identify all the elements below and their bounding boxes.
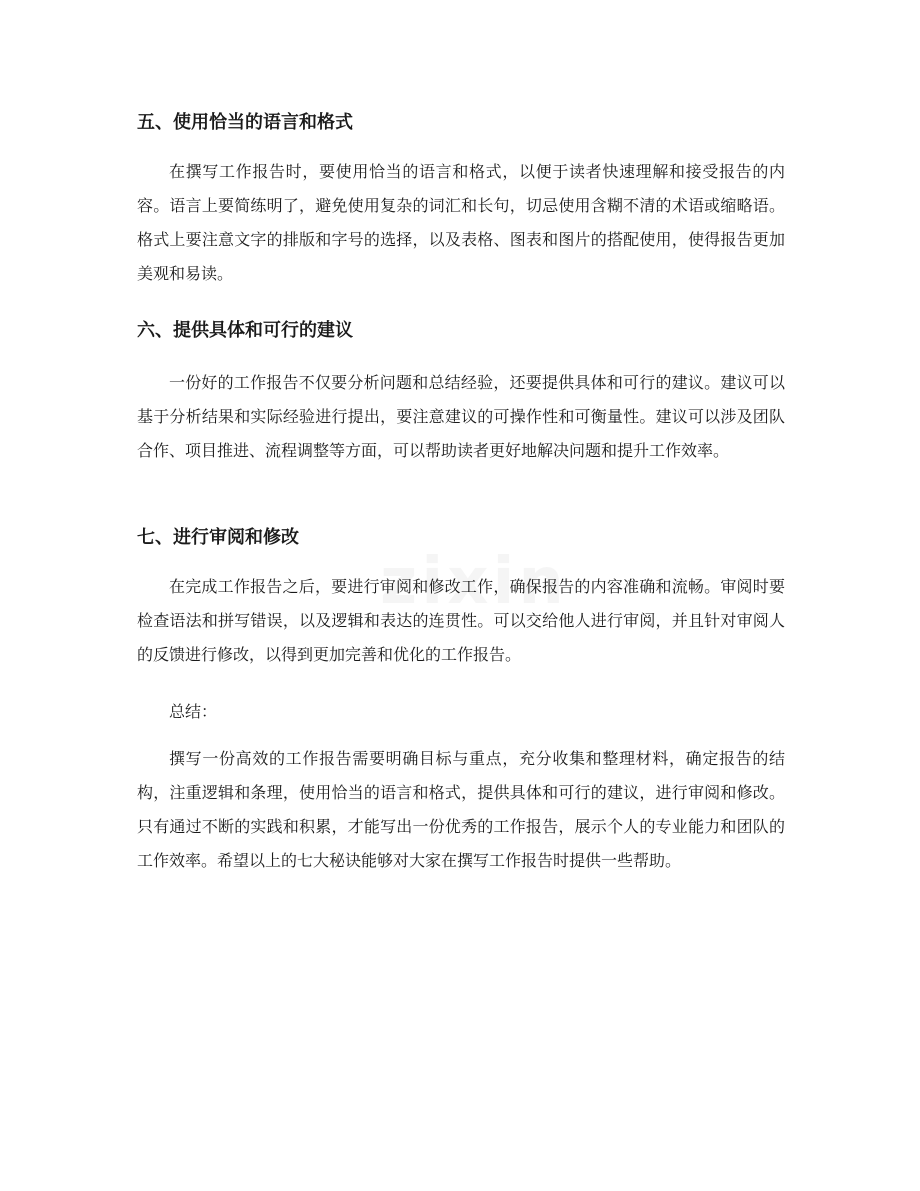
section-6-body: 一份好的工作报告不仅要分析问题和总结经验，还要提供具体和可行的建议。建议可以基于分析结果和实际经验进行提出，要注意建议的可操作性和可衡量性。建议可以涉及团队合作、项目推进、流程调整等方面，可以帮助读者更好地解决问题和提升工作效率。 <box>137 373 785 460</box>
summary-label: 总结： <box>169 702 218 721</box>
section-7-body: 在完成工作报告之后，要进行审阅和修改工作，确保报告的内容准确和流畅。审阅时要检查语法和拼写错误，以及逻辑和表达的连贯性。可以交给他人进行审阅，并且针对审阅人的反馈进行修改，以得到更加完善和优化的工作报告。 <box>137 577 785 664</box>
section-5-heading: 五、使用恰当的语言和格式 <box>137 112 353 133</box>
section-5-body: 在撰写工作报告时，要使用恰当的语言和格式，以便于读者快速理解和接受报告的内容。语言上要简练明了，避免使用复杂的词汇和长句，切忌使用含糊不清的术语或缩略语。格式上要注意文字的排版和字号的选择，以及表格、图表和图片的搭配使用，使得报告更加美观和易读。 <box>137 162 785 283</box>
section-6-heading: 六、提供具体和可行的建议 <box>137 320 353 341</box>
section-7-heading: 七、进行审阅和修改 <box>137 527 299 548</box>
summary-body: 撰写一份高效的工作报告需要明确目标与重点，充分收集和整理材料，确定报告的结构，注重逻辑和条理，使用恰当的语言和格式，提供具体和可行的建议，进行审阅和修改。只有通过不断的实践和积累，才能写出一份优秀的工作报告，展示个人的专业能力和团队的工作效率。希望以上的七大秘诀能够对大家在撰写工作报告时提供一些帮助。 <box>137 749 785 870</box>
